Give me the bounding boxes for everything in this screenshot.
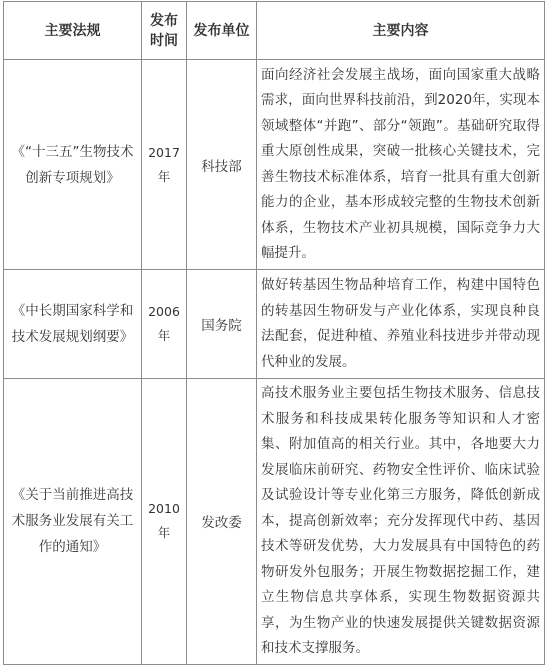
header-row bbox=[4, 2, 545, 60]
table-row bbox=[4, 270, 545, 379]
publish-year: 2006年 bbox=[142, 270, 187, 379]
regulation-content: 做好转基因生物品种培育工作，构建中国特色的转基因生物研发与产业化体系，实现良种良法配套，促进种植、养殖业科技进步并带动现代种业的发展。 bbox=[257, 270, 545, 379]
header-time: 发布时间 bbox=[142, 2, 187, 60]
publish-unit: 国务院 bbox=[187, 270, 257, 379]
publish-year: 2017年 bbox=[142, 60, 187, 270]
publish-year: 2010年 bbox=[142, 379, 187, 665]
regulation-content: 高技术服务业主要包括生物技术服务、信息技术服务和科技成果转化服务等知识和人才密集、附加值高的相关行业。其中，各地要大力发展临床前研究、药物安全性评价、临床试验及试验设计等专业化第三方服务，降低创新成本，提高创新效率；充分发挥现代中药、基因技术等研发优势，大力发展具有中国特色的药物研发外包服务；开展生物数据挖掘工作，建立生物信息共享体系，实现生物数据资源共享，为生物产业的快速发展提供关键数据资源和技术支撑服务。 bbox=[257, 379, 545, 665]
publish-unit: 发改委 bbox=[187, 379, 257, 665]
publish-unit: 科技部 bbox=[187, 60, 257, 270]
regulation-name: 《中长期国家科学和技术发展规划纲要》 bbox=[4, 270, 142, 379]
regulations-table bbox=[3, 1, 545, 665]
regulation-name: 《“十三五”生物技术创新专项规划》 bbox=[4, 60, 142, 270]
regulation-content: 面向经济社会发展主战场，面向国家重大战略需求，面向世界科技前沿，到2020年，实现本领域整体“并跑”、部分“领跑”。基础研究取得重大原创性成果，突破一批核心关键技术，完善生物技术标准体系，培育一批具有重大创新能力的企业，基本形成较完整的生物技术创新体系，生物技术产业初具规模，国际竞争力大幅提升。 bbox=[257, 60, 545, 270]
regulation-name: 《关于当前推进高技术服务业发展有关工作的通知》 bbox=[4, 379, 142, 665]
header-regulation: 主要法规 bbox=[4, 2, 142, 60]
table-row bbox=[4, 60, 545, 270]
header-unit: 发布单位 bbox=[187, 2, 257, 60]
table-row bbox=[4, 379, 545, 665]
header-content: 主要内容 bbox=[257, 2, 545, 60]
